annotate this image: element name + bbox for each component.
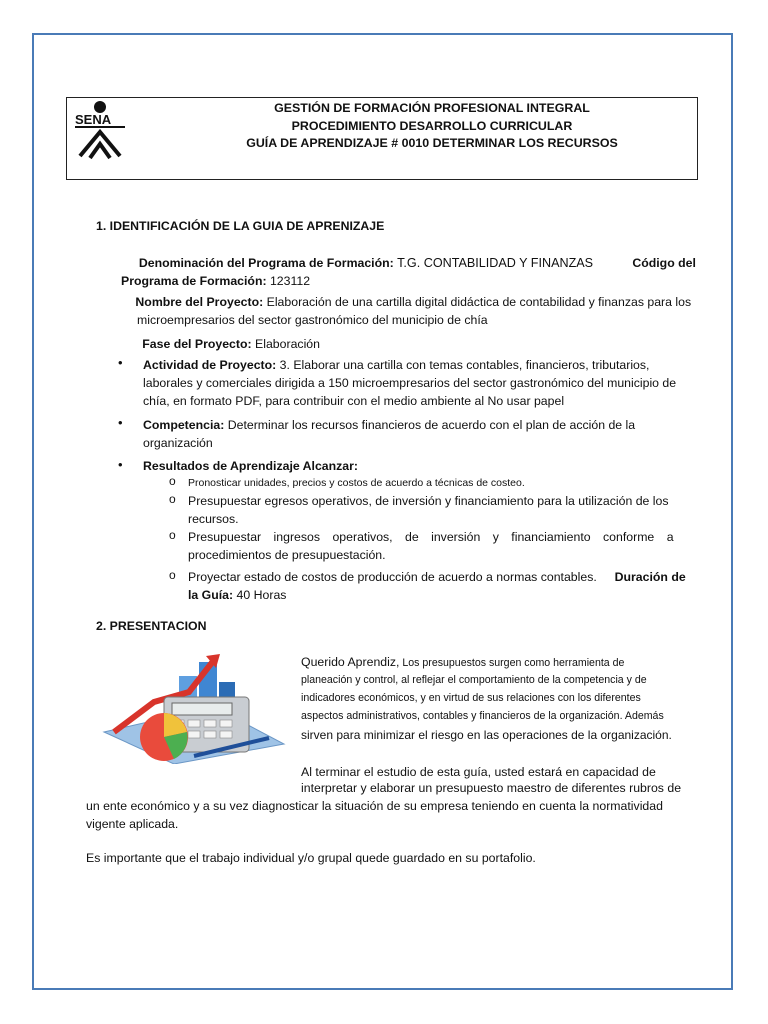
programa-label: Denominación del Programa de Formación: <box>138 256 394 270</box>
presentacion-line-7: interpretar y elaborar un presupuesto maestro de diferentes rubros de <box>301 781 682 795</box>
presentacion-lead: Querido Aprendiz, <box>301 655 400 669</box>
competencia-label: Competencia: <box>143 418 225 432</box>
presentacion-line-6: Al terminar el estudio de esta guía, usted estará en capacidad de <box>301 765 656 779</box>
resultado-item: Pronosticar unidades, precios y costos de acuerdo a técnicas de costeo. <box>188 477 525 489</box>
duracion-label: Duración de <box>614 570 686 584</box>
presentacion-line-5: sirven para minimizar el riesgo en las operaciones de la organización. <box>301 728 672 742</box>
resultado-item <box>188 568 703 586</box>
codigo-value: 123112 <box>269 274 311 288</box>
duracion-value: 40 Horas <box>236 588 287 602</box>
actividad-line-1 <box>143 356 698 374</box>
resultado-item: Presupuestar egresos operativos, de inversión y financiamiento para la utilización de los <box>188 494 669 508</box>
resultado-item: Presupuestar ingresos operativos, de inversión y financiamiento conforme a <box>188 530 674 544</box>
proyecto-line <box>121 293 701 311</box>
duracion-line <box>188 586 286 604</box>
fase-value: Elaboración <box>255 337 320 351</box>
actividad-value: 3. Elaborar una cartilla con temas contables, financieros, tributarios, <box>279 358 650 372</box>
sub-bullet: o <box>169 474 176 488</box>
sub-bullet: o <box>169 568 176 582</box>
presentacion-line-4: aspectos administrativos, contables y financieros de la organización. Además <box>301 710 664 722</box>
actividad-label: Actividad de Proyecto: <box>143 358 277 372</box>
fase-line <box>121 335 320 353</box>
presentacion-text: Los presupuestos surgen como herramienta de <box>402 657 625 669</box>
presentacion-line-1 <box>301 654 698 673</box>
presentacion-line-2: planeación y control, al reflejar el comportamiento de la competencia y de <box>301 674 647 686</box>
resultado-item-cont: procedimientos de presupuestación. <box>188 548 386 562</box>
presentacion-line-3: indicadores económicos, y en virtud de sus relaciones con los diferentes <box>301 692 641 704</box>
resultado-text: Proyectar estado de costos de producción de acuerdo a normas contables. <box>188 570 597 584</box>
competencia-value: Determinar los recursos financieros de acuerdo con el plan de acción de la <box>227 418 636 432</box>
section-1-title: 1. IDENTIFICACIÓN DE LA GUIA DE APRENIZAJE <box>96 219 385 233</box>
competencia-line-1 <box>143 416 698 434</box>
proyecto-line-2: microempresarios del sector gastronómico del municipio de chía <box>137 313 488 327</box>
actividad-line-2: laborales y comerciales dirigida a 150 microempresarios del sector gastronómico del municipio de <box>143 376 677 390</box>
document-header <box>66 97 698 180</box>
finance-illustration <box>94 652 292 764</box>
duracion-label-2: la Guía: <box>188 588 234 602</box>
bullet: • <box>118 355 123 370</box>
programa-value: T.G. CONTABILIDAD Y FINANZAS <box>397 256 594 270</box>
codigo-label: Código del <box>632 256 696 270</box>
competencia-line-2: organización <box>143 436 213 450</box>
resultados-label: Resultados de Aprendizaje Alcanzar: <box>143 459 359 473</box>
sub-bullet: o <box>169 528 176 542</box>
header-line-2: PROCEDIMIENTO DESARROLLO CURRICULAR <box>291 118 573 133</box>
header-line-1: GESTIÓN DE FORMACIÓN PROFESIONAL INTEGRAL <box>274 101 590 115</box>
fase-label: Fase del Proyecto: <box>142 337 252 351</box>
bullet: • <box>118 415 123 430</box>
svg-text:SENA: SENA <box>75 112 112 127</box>
sena-logo <box>72 100 128 160</box>
resultado-item-cont: recursos. <box>188 512 239 526</box>
proyecto-label: Nombre del Proyecto: <box>135 295 264 309</box>
presentacion-portafolio: Es importante que el trabajo individual y/o grupal quede guardado en su portafolio. <box>86 851 536 865</box>
header-line-3: GUÍA DE APRENDIZAJE # 0010 DETERMINAR LOS RECURSOS <box>246 136 618 150</box>
bullet: • <box>118 457 123 472</box>
codigo-label-2: Programa de Formación: <box>121 274 267 288</box>
sub-bullet: o <box>169 492 176 506</box>
section-2-title: 2. PRESENTACION <box>96 619 207 633</box>
presentacion-line-8: un ente económico y a su vez diagnosticar la situación de su empresa teniendo en cuenta la normatividad <box>86 799 663 813</box>
codigo-line <box>121 272 310 290</box>
proyecto-value: Elaboración de una cartilla digital didáctica de contabilidad y finanzas para los <box>266 295 692 309</box>
actividad-line-3: chía, en formato PDF, para contribuir con el medio ambiente al No usar papel <box>143 394 565 408</box>
presentacion-line-9: vigente aplicada. <box>86 817 179 831</box>
programa-line <box>121 254 701 272</box>
